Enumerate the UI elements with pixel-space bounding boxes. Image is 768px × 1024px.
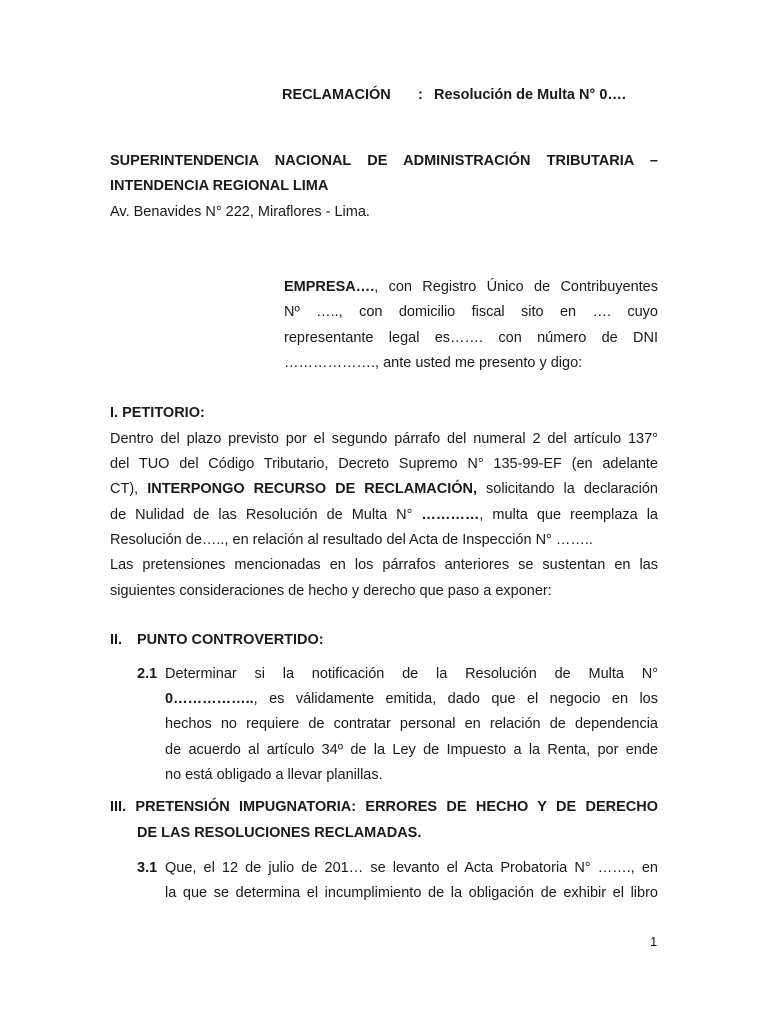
section-2-num: II. [110, 632, 123, 648]
section-1-line-4-pre: de Nulidad de las Resolución de Multa N° [110, 507, 422, 523]
section-1-line-3-post: solicitando la declaración [477, 481, 658, 497]
section-1-line-7: siguientes consideraciones de hecho y derecho que paso a exponer: [110, 583, 552, 599]
item-3-1-num: 3.1 [137, 860, 158, 876]
section-1-line-3 [110, 480, 658, 498]
item-2-1-line-2 [165, 690, 658, 708]
multa-number: ………… [421, 507, 480, 523]
intro-line-2: Nº ….., con domicilio fiscal sito en …. cuyo [284, 304, 658, 320]
section-1-line-2: del TUO del Código Tributario, Decreto Supremo N° 135-99-EF (en adelante [110, 456, 658, 472]
item-2-1-line-4: de acuerdo al artículo 34º de la Ley de Impuesto a la Renta, por ende [165, 742, 658, 758]
section-1-line-6: Las pretensiones mencionadas en los párrafos anteriores se sustentan en las [110, 557, 658, 573]
section-3-title-1: III. PRETENSIÓN IMPUGNATORIA: ERRORES DE HECHO Y DE DERECHO [110, 799, 658, 815]
item-3-1-line-1: Que, el 12 de julio de 201… se levanto el Acta Probatoria N° ……., en [165, 860, 658, 876]
resolution-number: 0…………….. [165, 691, 254, 707]
header-label: RECLAMACIÓN [282, 87, 391, 103]
item-2-1-line-5: no está obligado a llevar planillas. [165, 767, 383, 783]
intro-text-1: , con Registro Único de Contribuyentes [374, 279, 658, 295]
item-3-1-line-2: la que se determina el incumplimiento de la obligación de exhibir el libro [165, 885, 658, 901]
intro-line-3: representante legal es……. con número de DNI [284, 330, 658, 346]
addressee-line-2: INTENDENCIA REGIONAL LIMA [110, 178, 329, 194]
addressee-line-1: SUPERINTENDENCIA NACIONAL DE ADMINISTRACIÓN TRIBUTARIA – [110, 153, 658, 169]
item-2-1-num: 2.1 [137, 666, 158, 682]
header-separator: : [418, 87, 423, 103]
section-1-title: I. PETITORIO: [110, 405, 205, 421]
item-2-1-line-3: hechos no requiere de contratar personal en relación de dependencia [165, 716, 658, 732]
page-number: 1 [650, 934, 658, 949]
addressee-address: Av. Benavides N° 222, Miraflores - Lima. [110, 204, 370, 220]
item-2-1-line-1: Determinar si la notificación de la Resolución de Multa N° [165, 666, 658, 682]
section-1-line-1: Dentro del plazo previsto por el segundo párrafo del numeral 2 del artículo 137° [110, 431, 658, 447]
company-name: EMPRESA…. [284, 279, 375, 295]
section-1-line-5: Resolución de….., en relación al resultado del Acta de Inspección N° …….. [110, 532, 593, 548]
section-1-line-4-post: , multa que reemplaza la [479, 507, 658, 523]
header-subject: Resolución de Multa N° 0…. [434, 87, 626, 103]
section-1-line-4 [110, 506, 658, 524]
item-2-1-line-2-post: , es válidamente emitida, dado que el negocio en los [253, 691, 658, 707]
intro-line-4: ………………., ante usted me presento y digo: [284, 355, 583, 371]
section-1-line-3-pre: CT), [110, 481, 148, 497]
intro-line-1 [284, 278, 658, 296]
interpongo-recurso: INTERPONGO RECURSO DE RECLAMACIÓN, [147, 481, 478, 497]
section-2-title: PUNTO CONTROVERTIDO: [137, 632, 324, 648]
section-3-title-2: DE LAS RESOLUCIONES RECLAMADAS. [137, 825, 422, 841]
